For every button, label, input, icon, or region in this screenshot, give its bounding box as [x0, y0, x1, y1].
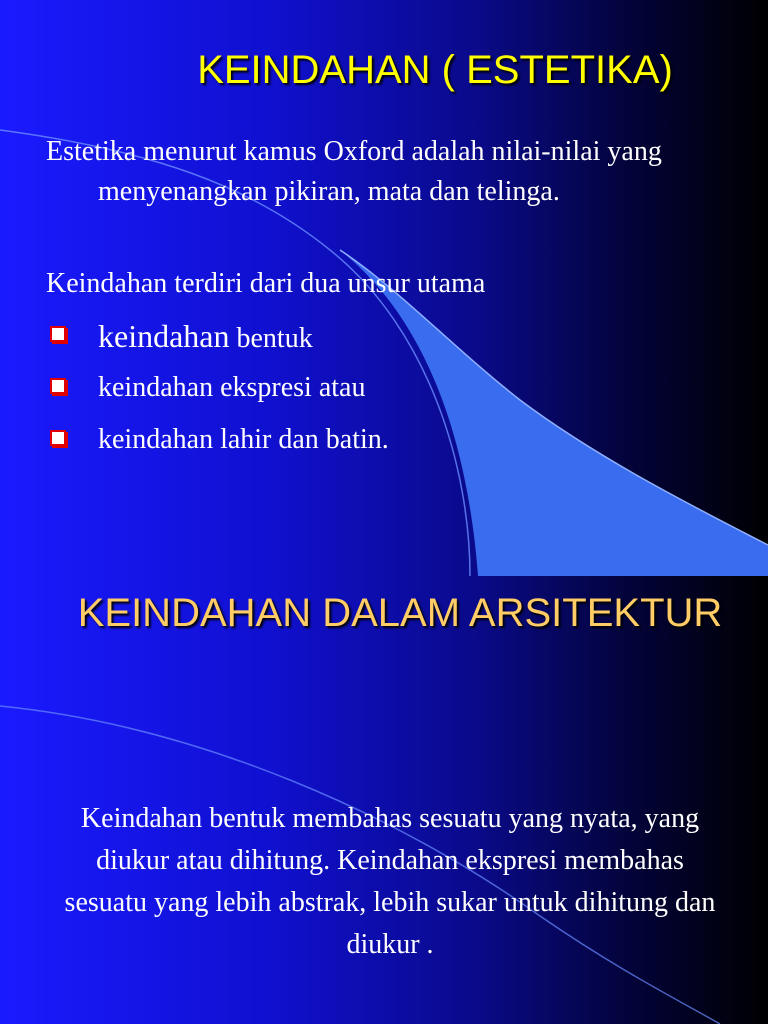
definition-text: Estetika menurut kamus Oxford adalah nilai-nilai yang menyenangkan pikiran, mata dan telinga. — [46, 136, 662, 207]
slide-2 — [0, 576, 768, 1024]
square-bullet-icon — [50, 378, 66, 394]
bullet-text-rest: bentuk — [229, 323, 313, 354]
bullet-list — [46, 314, 389, 470]
bullet-text: keindahan ekspresi atau — [98, 372, 366, 403]
paragraph-text: Keindahan bentuk membahas sesuatu yang nyata, yang diukur atau dihitung. Keindahan ekspresi membahas sesuatu yang lebih abstrak, lebih sukar untuk dihitung dan diukur . — [64, 803, 716, 960]
list-item — [46, 418, 389, 470]
list-item — [46, 314, 389, 366]
square-bullet-icon — [50, 326, 66, 342]
bullet-text: keindahan — [98, 318, 230, 354]
slide-title: KEINDAHAN ( ESTETIKA) — [197, 48, 673, 92]
list-item — [46, 366, 389, 418]
square-bullet-icon — [50, 430, 66, 446]
intro-text: Keindahan terdiri dari dua unsur utama — [46, 268, 486, 299]
slide-title: KEINDAHAN DALAM ARSITEKTUR — [77, 591, 723, 635]
bullet-text: keindahan lahir dan batin. — [98, 424, 389, 455]
